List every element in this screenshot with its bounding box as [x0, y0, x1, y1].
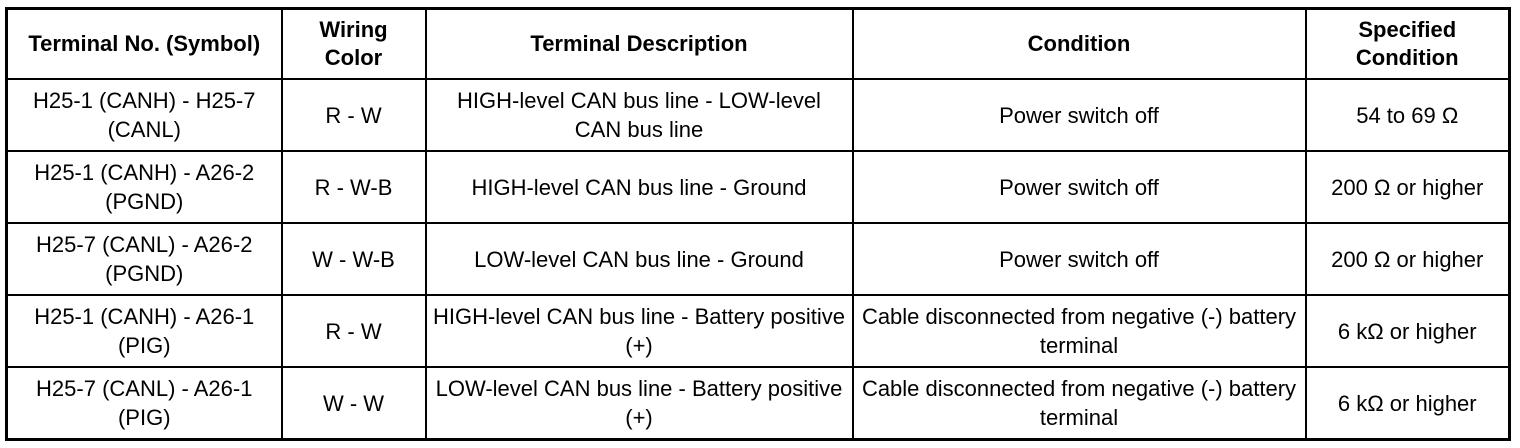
cell-description: HIGH-level CAN bus line - Ground: [426, 151, 853, 223]
cell-wiring-color: R - W: [282, 295, 426, 367]
cell-specified: 6 kΩ or higher: [1306, 295, 1510, 367]
cell-condition: Power switch off: [853, 79, 1306, 151]
cell-condition: Cable disconnected from negative (-) battery terminal: [853, 367, 1306, 440]
table-row: [7, 295, 1510, 367]
cell-description: LOW-level CAN bus line - Ground: [426, 223, 853, 295]
cell-wiring-color: R - W-B: [282, 151, 426, 223]
cell-condition: Power switch off: [853, 223, 1306, 295]
header-terminal-description: Terminal Description: [426, 9, 853, 80]
cell-condition: Power switch off: [853, 151, 1306, 223]
cell-description: HIGH-level CAN bus line - Battery positive (+): [426, 295, 853, 367]
cell-terminal: H25-1 (CANH) - H25-7 (CANL): [7, 79, 282, 151]
cell-terminal: H25-1 (CANH) - A26-2 (PGND): [7, 151, 282, 223]
header-wiring-color: Wiring Color: [282, 9, 426, 80]
header-specified-condition: Specified Condition: [1306, 9, 1510, 80]
cell-specified: 200 Ω or higher: [1306, 151, 1510, 223]
cell-wiring-color: W - W-B: [282, 223, 426, 295]
cell-condition: Cable disconnected from negative (-) battery terminal: [853, 295, 1306, 367]
table-header-row: [7, 9, 1510, 80]
resistance-spec-table: [5, 7, 1511, 441]
header-terminal: Terminal No. (Symbol): [7, 9, 282, 80]
cell-wiring-color: R - W: [282, 79, 426, 151]
cell-specified: 6 kΩ or higher: [1306, 367, 1510, 440]
cell-terminal: H25-7 (CANL) - A26-1 (PIG): [7, 367, 282, 440]
table-row: [7, 367, 1510, 440]
cell-terminal: H25-7 (CANL) - A26-2 (PGND): [7, 223, 282, 295]
cell-description: LOW-level CAN bus line - Battery positive (+): [426, 367, 853, 440]
cell-specified: 200 Ω or higher: [1306, 223, 1510, 295]
cell-specified: 54 to 69 Ω: [1306, 79, 1510, 151]
header-condition: Condition: [853, 9, 1306, 80]
cell-terminal: H25-1 (CANH) - A26-1 (PIG): [7, 295, 282, 367]
table-row: [7, 223, 1510, 295]
table-row: [7, 79, 1510, 151]
cell-description: HIGH-level CAN bus line - LOW-level CAN bus line: [426, 79, 853, 151]
cell-wiring-color: W - W: [282, 367, 426, 440]
table-row: [7, 151, 1510, 223]
